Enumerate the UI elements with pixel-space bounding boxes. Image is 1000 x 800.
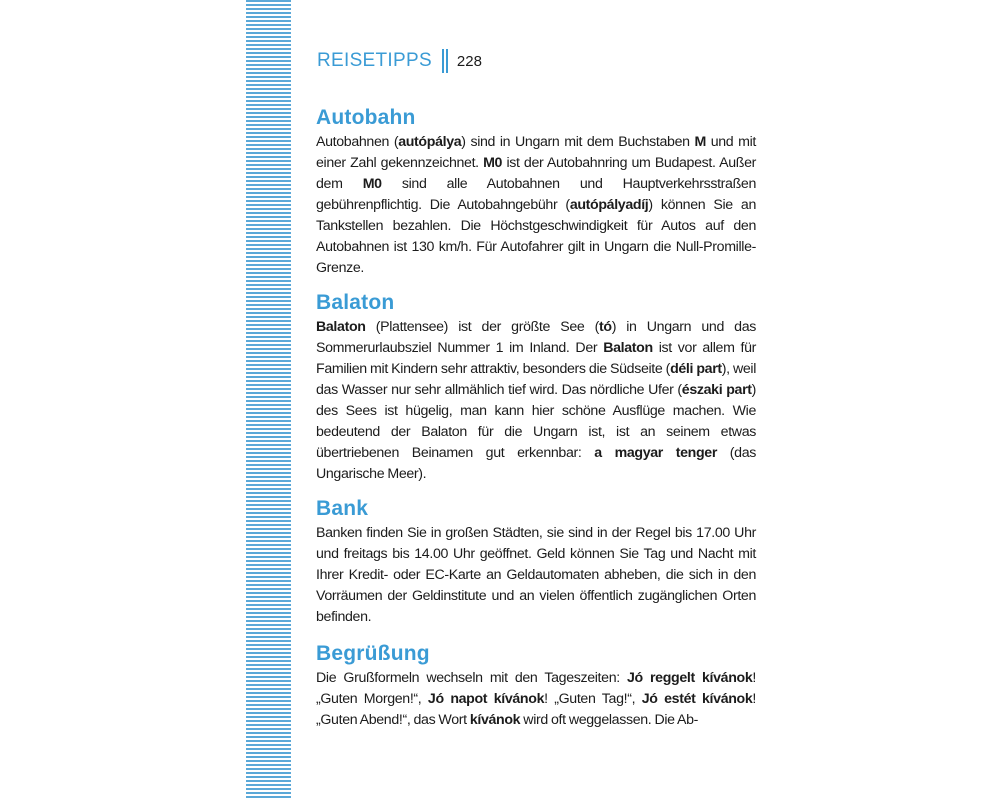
text-run: ) des Sees ist hügelig, man kann hier schöne Ausflüge machen. Wie bedeutend der Balaton für die Ungarn ist, ist an seinem etwas übertriebenen Beinamen gut erkennbar:	[316, 382, 756, 461]
text-run: ! „Guten Morgen!“,	[316, 670, 756, 707]
section-label: REISETIPPS	[317, 50, 432, 71]
bold-term: M	[694, 134, 706, 150]
bold-term: Jó napot kívánok	[427, 691, 545, 707]
entry-body	[316, 317, 756, 485]
bold-term: a magyar tenger	[594, 445, 717, 461]
bold-term: északi part	[681, 382, 752, 398]
entry-body	[316, 132, 756, 279]
text-run: und mit einer Zahl gekennzeichnet.	[316, 134, 757, 171]
entry-body	[316, 523, 756, 628]
text-run: ! „Guten Tag!“,	[544, 691, 642, 707]
text-run: ! „Guten Abend!“, das Wort	[316, 691, 757, 728]
entry-begruessung	[316, 640, 756, 731]
decorative-stripe-bar	[246, 0, 291, 800]
text-run: Autobahnen (	[316, 134, 399, 150]
bold-term: M0	[483, 155, 503, 171]
header-divider	[442, 49, 448, 73]
page-content	[316, 104, 756, 731]
bold-term: Jó estét kívánok	[641, 691, 753, 707]
bold-term: Balaton	[316, 319, 366, 335]
entry-title: Balaton	[316, 291, 395, 314]
text-run: ) können Sie an Tankstellen bezahlen. Die Höchstgeschwindigkeit für Autos auf den Autobahnen ist 130 km/h. Für Autofahrer gilt in Ungarn die Null-Promille-Grenze.	[316, 197, 756, 276]
bold-term: autópálya	[398, 134, 462, 150]
text-run: ist der Autobahnring um Budapest. Außer dem	[316, 155, 756, 192]
text-run: (Plattensee) ist der größte See (	[365, 319, 599, 335]
text-run: sind alle Autobahnen und Hauptverkehrsstraßen gebührenpflichtig. Die Autobahngebühr (	[316, 176, 756, 213]
entry-title: Bank	[316, 497, 369, 520]
bold-term: autópályadíj	[569, 197, 649, 213]
entry-body	[316, 668, 756, 731]
bold-term: kívánok	[469, 712, 521, 728]
bold-term: déli part	[670, 361, 722, 377]
running-header	[317, 47, 482, 75]
entry-autobahn	[316, 104, 756, 279]
bold-term: Balaton	[603, 340, 653, 356]
page-number: 228	[456, 52, 482, 70]
text-run: (das Ungarische Meer).	[316, 445, 756, 482]
text-run: ), weil das Wasser nur sehr allmählich tief wird. Das nördliche Ufer (	[316, 361, 756, 398]
text-run: ist vor allem für Familien mit Kindern sehr attraktiv, besonders die Südseite (	[316, 340, 756, 377]
text-run: ) sind in Ungarn mit dem Buchstaben	[461, 134, 695, 150]
text-run: Banken finden Sie in großen Städten, sie sind in der Regel bis 17.00 Uhr und freitags bis 14.00 Uhr geöffnet. Geld können Sie Tag und Nacht mit Ihrer Kredit- oder EC-Karte an Geldautomaten abheben, die sich in den Vorräumen der Geldinstitute und an vielen öffentlich zugänglichen Orten befinden.	[316, 525, 756, 625]
text-run: ) in Ungarn und das Sommerurlaubsziel Nummer 1 im Inland. Der	[316, 319, 756, 356]
text-run: Die Grußformeln wechseln mit den Tageszeiten:	[316, 670, 627, 686]
entry-title: Begrüßung	[316, 642, 430, 665]
text-run: wird oft weggelassen. Die Ab-	[520, 712, 699, 728]
entry-balaton	[316, 289, 756, 485]
entry-bank	[316, 495, 756, 628]
bold-term: M0	[362, 176, 382, 192]
bold-term: tó	[598, 319, 612, 335]
entry-title: Autobahn	[316, 106, 416, 129]
bold-term: Jó reggelt kívánok	[626, 670, 753, 686]
